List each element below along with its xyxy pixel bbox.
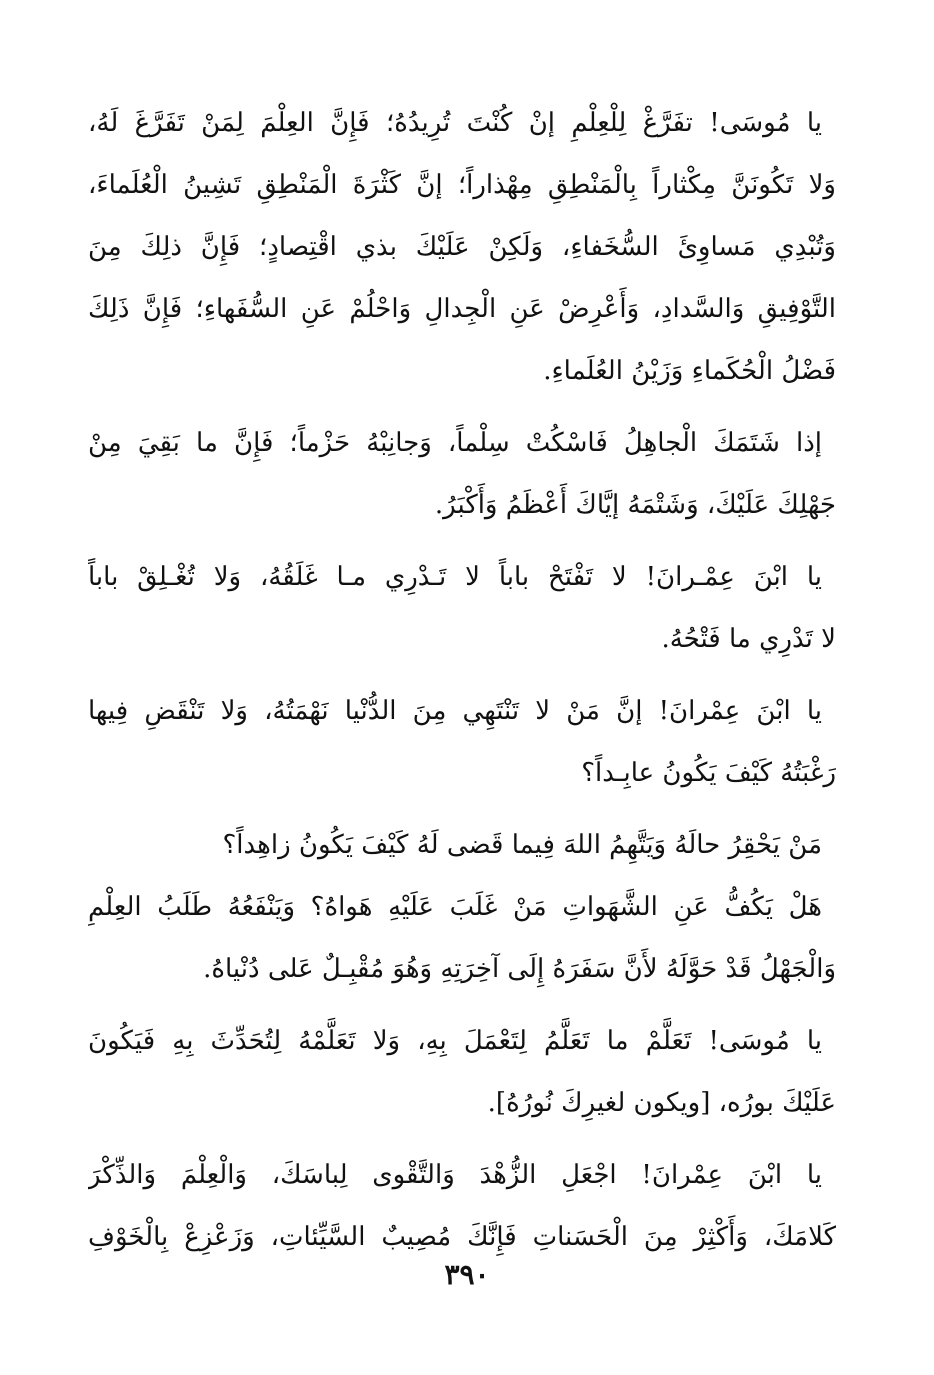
- page-body: [88, 92, 836, 1268]
- paragraph: [88, 546, 836, 670]
- page-number: ٣٩٠: [444, 1258, 490, 1291]
- text-line: التَّوْفِيقِ وَالسَّدادِ، وَأَعْرِضْ عَنِ الْجِدالِ وَاحْلُمْ عَنِ السُّفَهاءِ؛ فَإِنَّ ذَلِكَ: [88, 294, 836, 324]
- paragraph: [88, 92, 836, 402]
- text-line: مَنْ يَحْقِرُ حالَهُ وَيَتَّهِمُ اللهَ فِيما قَضى لَهُ كَيْفَ يَكُونُ زاهِداً؟: [222, 830, 822, 860]
- text-line: عَلَيْكَ بورُه، [ويكون لغيرِكَ نُورُهُ].: [487, 1088, 836, 1118]
- text-line: رَغْبَتُهُ كَيْفَ يَكُونُ عابِـداً؟: [581, 758, 836, 788]
- text-line: جَهْلِكَ عَلَيْكَ، وَشَتْمَهُ إيَّاكَ أَعْظَمُ وَأَكْبَرُ.: [434, 490, 836, 520]
- text-line: وَلا تَكُونَنَّ مِكْثاراً بِالْمَنْطِقِ مِهْذاراً؛ إنَّ كَثْرَةَ الْمَنْطِقِ تَشِينُ الْعُلَماءَ،: [88, 170, 836, 200]
- paragraph: [88, 412, 836, 536]
- paragraph: [88, 1010, 836, 1134]
- text-line: يا مُوسَى! تَعَلَّمْ ما تَعَلَّمُ لِتَعْمَلَ بِهِ، وَلا تَعَلَّمْهُ لِتُحَدِّثَ بِهِ فَيَكُونَ: [88, 1026, 822, 1056]
- text-line: كَلامَكَ، وَأَكْثِرْ مِنَ الْحَسَناتِ فَإِنَّكَ مُصِيبٌ السَّيِّئاتِ، وَزَعْزِعْ بِالْخَوْفِ: [88, 1222, 836, 1252]
- text-line: يا مُوسَى! تفَرَّغْ لِلْعِلْمِ إنْ كُنْتَ تُرِيدُهُ؛ فَإِنَّ العِلْمَ لِمَنْ تَفَرَّغَ لَهُ،: [88, 108, 822, 138]
- text-line: لا تَدْرِي ما فَتْحُهُ.: [661, 624, 836, 654]
- text-line: وَتُبْدِي مَساوِئَ السُّخَفاءِ، وَلَكِنْ عَلَيْكَ بذي اقْتِصادٍ؛ فَإِنَّ ذلِكَ مِنَ: [88, 232, 836, 262]
- text-line: يا ابْنَ عِمْـرانَ! لا تَفْتَحْ باباً لا تَـدْرِي مـا غَلَقُهُ، وَلا تُغْـلِقْ باباً: [88, 562, 822, 592]
- text-line: هَلْ يَكُفُّ عَنِ الشَّهَواتِ مَنْ غَلَبَ عَلَيْهِ هَواهُ؟ وَيَنْفَعُهُ طَلَبُ العِلْمِ: [88, 892, 822, 922]
- paragraph: [88, 1144, 836, 1268]
- paragraph: [88, 876, 836, 1000]
- text-line: يا ابْنَ عِمْرانَ! إنَّ مَنْ لا تَنْتَهِي مِنَ الدُّنْيا نَهْمَتُهُ، وَلا تَنْقَضِ فِيها: [88, 696, 822, 726]
- text-line: وَالْجَهْلُ قَدْ حَوَّلَهُ لأَنَّ سَفَرَهُ إِلَى آخِرَتِهِ وَهُوَ مُقْبِـلٌ عَلى دُنْياهُ.: [203, 954, 836, 984]
- text-line: إذا شَتَمَكَ الْجاهِلُ فَاسْكُتْ سِلْماً، وَجانِبْهُ حَزْماً؛ فَإِنَّ ما بَقِيَ مِنْ: [88, 428, 822, 458]
- text-line: يا ابْنَ عِمْرانَ! اجْعَلِ الزُّهْدَ وَالتَّقْوى لِباسَكَ، وَالْعِلْمَ وَالذِّكْرَ: [88, 1160, 822, 1190]
- paragraph: [88, 814, 836, 876]
- text-line: فَضْلُ الْحُكَماءِ وَزَيْنُ العُلَماءِ.: [543, 356, 836, 386]
- paragraph: [88, 680, 836, 804]
